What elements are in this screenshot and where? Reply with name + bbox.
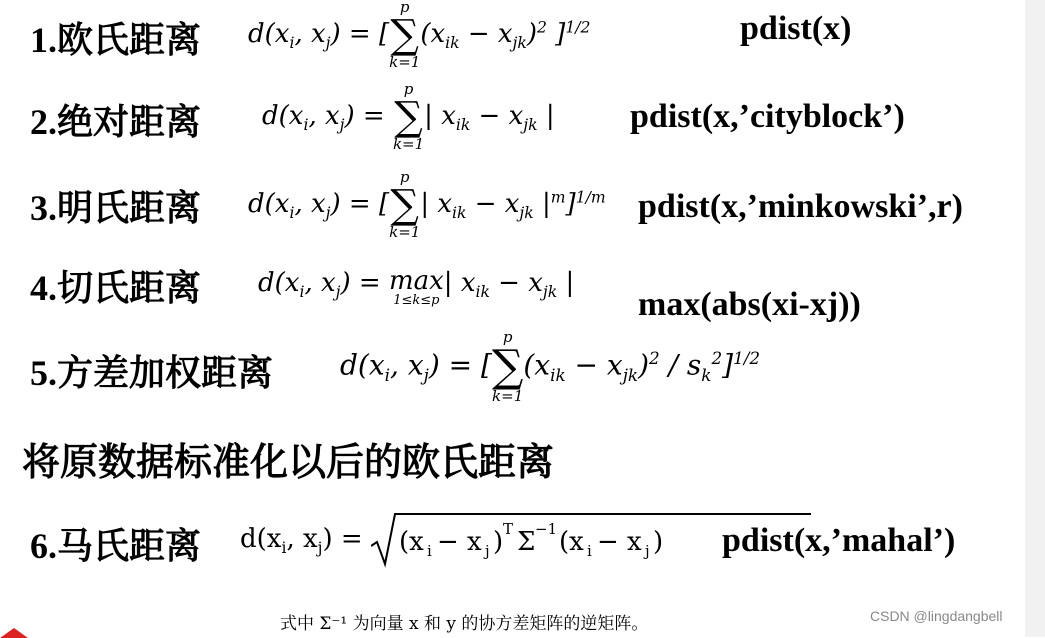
formula-euclidean: $d(x_i$, $x_j$) = [ p ∑ k=1 $(x_{ik} - x_{jk})^2$ ]$^{1/2}$	[248, 0, 591, 71]
svg-text:): )	[652, 527, 664, 557]
command-chebyshev: max(abs(xi-xj))	[638, 286, 861, 323]
command-minkowski: pdist(x,’minkowski’,r)	[638, 188, 963, 225]
svg-text:T: T	[502, 520, 513, 538]
svg-text:− x: − x	[436, 527, 482, 557]
svg-text:− x: − x	[596, 527, 642, 557]
svg-text:Σ: Σ	[516, 527, 536, 557]
svg-text:(x: (x	[398, 527, 424, 557]
svg-text:j: j	[644, 542, 650, 560]
svg-text:j: j	[484, 542, 490, 560]
formula-cityblock: $d(x_i$, $x_j$) = p ∑ k=1 | $x_{ik} - x_{jk}$ |	[262, 80, 555, 153]
command-mahalanobis: pdist(x,’mahal’)	[722, 522, 956, 559]
title-chebyshev: 4.切氏距离	[30, 268, 202, 308]
formula-chebyshev: $d(x_i$, $x_j$) = max 1≤k≤p | $x_{ik} - x_{jk}$ |	[258, 266, 575, 308]
section-heading: 将原数据标准化以后的欧氏距离	[22, 442, 555, 484]
formula-weighted: $d(x_i$, $x_j$) = [ p ∑ k=1 $(x_{ik} - x_{jk})^2 / s_k^2]^{1/2}$	[340, 328, 761, 405]
svg-text:): )	[492, 527, 504, 557]
svg-text:(x: (x	[558, 527, 584, 557]
title-mahalanobis: 6.马氏距离	[30, 526, 202, 566]
command-euclidean: pdist(x)	[740, 10, 852, 47]
scrollbar[interactable]	[1025, 0, 1045, 637]
svg-text:i: i	[426, 542, 432, 560]
title-euclidean: 1.欧氏距离	[30, 20, 202, 60]
title-minkowski: 3.明氏距离	[30, 188, 202, 228]
command-cityblock: pdist(x,’cityblock’)	[630, 98, 905, 135]
formula-minkowski: $d(x_i$, $x_j$) = [ p ∑ k=1 | $x_{ik} - x_{jk}$ $|^m]^{1/m}$	[248, 168, 606, 241]
title-weighted: 5.方差加权距离	[30, 353, 274, 393]
svg-text:−1: −1	[534, 520, 558, 538]
footnote: 式中 Σ⁻¹ 为向量 x 和 y 的协方差矩阵的逆矩阵。	[280, 614, 649, 634]
formula-mahalanobis: $d(x_i$, $x_j$) = (x i − x j ) T Σ −1 (x i − x j )	[240, 512, 811, 568]
title-cityblock: 2.绝对距离	[30, 102, 202, 142]
watermark: CSDN @lingdangbell	[870, 608, 1003, 624]
svg-text:i: i	[586, 542, 592, 560]
